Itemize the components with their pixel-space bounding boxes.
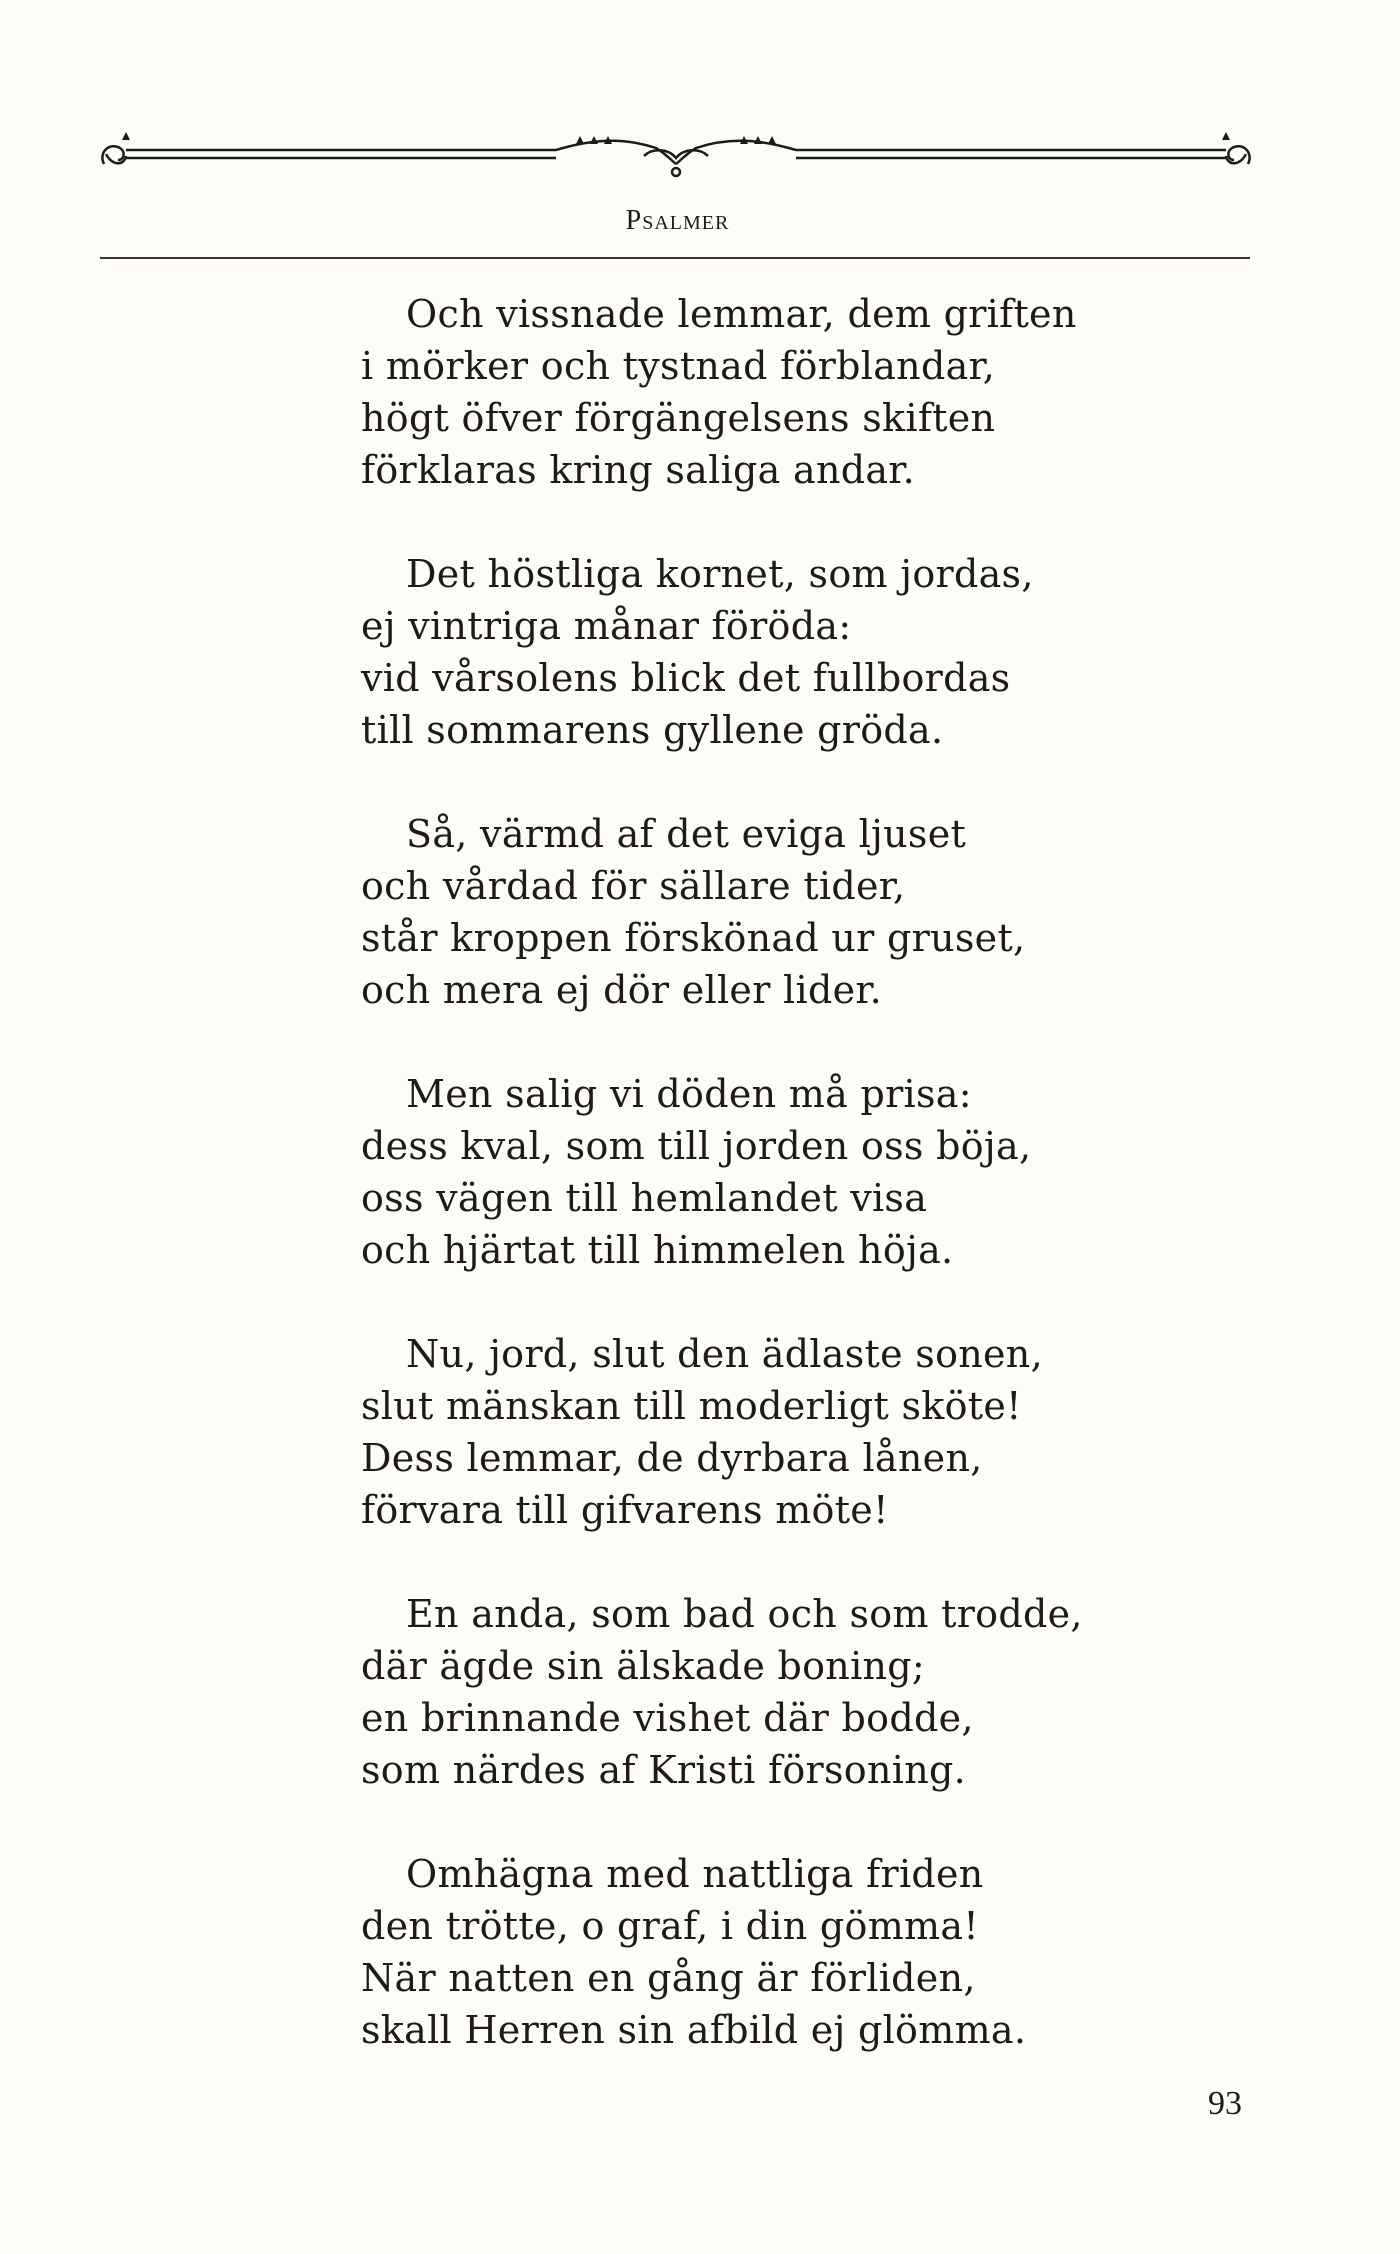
verse-line: slut mänskan till moderligt sköte!: [361, 1384, 1022, 1428]
page-number: 93: [1208, 2085, 1242, 2122]
poem: [361, 288, 1261, 2108]
verse-line: den trötte, o graf, i din gömma!: [361, 1904, 979, 1948]
verse-line: oss vägen till hemlandet visa: [361, 1176, 928, 1220]
verse-line: Det höstliga kornet, som jordas,: [406, 552, 1034, 596]
verse-line: som närdes af Kristi försoning.: [361, 1748, 966, 1792]
verse-line: Så, värmd af det eviga ljuset: [406, 812, 967, 856]
header-ornament: [96, 130, 1256, 190]
verse-line: och vårdad för sällare tider,: [361, 864, 906, 908]
verse-line: högt öfver förgängelsens skiften: [361, 396, 996, 440]
verse-line: där ägde sin älskade boning;: [361, 1644, 926, 1688]
verse-line: står kroppen förskönad ur gruset,: [361, 916, 1026, 960]
verse-line: en brinnande vishet där bodde,: [361, 1696, 974, 1740]
stanza: [361, 1848, 1261, 2056]
stanza: [361, 1328, 1261, 1536]
verse-line: När natten en gång är förliden,: [361, 1956, 976, 2000]
verse-line: vid vårsolens blick det fullbordas: [361, 656, 1011, 700]
verse-line: Omhägna med nattliga friden: [406, 1852, 984, 1896]
verse-line: Och vissnade lemmar, dem griften: [406, 292, 1077, 336]
stanza: [361, 808, 1261, 1016]
running-head: Psalmer: [625, 205, 730, 236]
header-rule: [100, 257, 1250, 259]
verse-line: till sommarens gyllene gröda.: [361, 708, 944, 752]
stanza: [361, 548, 1261, 756]
verse-line: och mera ej dör eller lider.: [361, 968, 883, 1012]
verse-line: Men salig vi döden må prisa:: [406, 1072, 972, 1116]
verse-line: och hjärtat till himmelen höja.: [361, 1228, 954, 1272]
verse-line: dess kval, som till jorden oss böja,: [361, 1124, 1032, 1168]
verse-line: i mörker och tystnad förblandar,: [361, 344, 996, 388]
verse-line: Nu, jord, slut den ädlaste sonen,: [406, 1332, 1043, 1376]
stanza: [361, 288, 1261, 496]
verse-line: förvara till gifvarens möte!: [361, 1488, 889, 1532]
verse-line: Dess lemmar, de dyrbara lånen,: [361, 1436, 983, 1480]
verse-line: ej vintriga månar föröda:: [361, 604, 852, 648]
verse-line: En anda, som bad och som trodde,: [406, 1592, 1083, 1636]
verse-line: skall Herren sin afbild ej glömma.: [361, 2008, 1027, 2052]
verse-line: förklaras kring saliga andar.: [361, 448, 915, 492]
stanza: [361, 1068, 1261, 1276]
stanza: [361, 1588, 1261, 1796]
